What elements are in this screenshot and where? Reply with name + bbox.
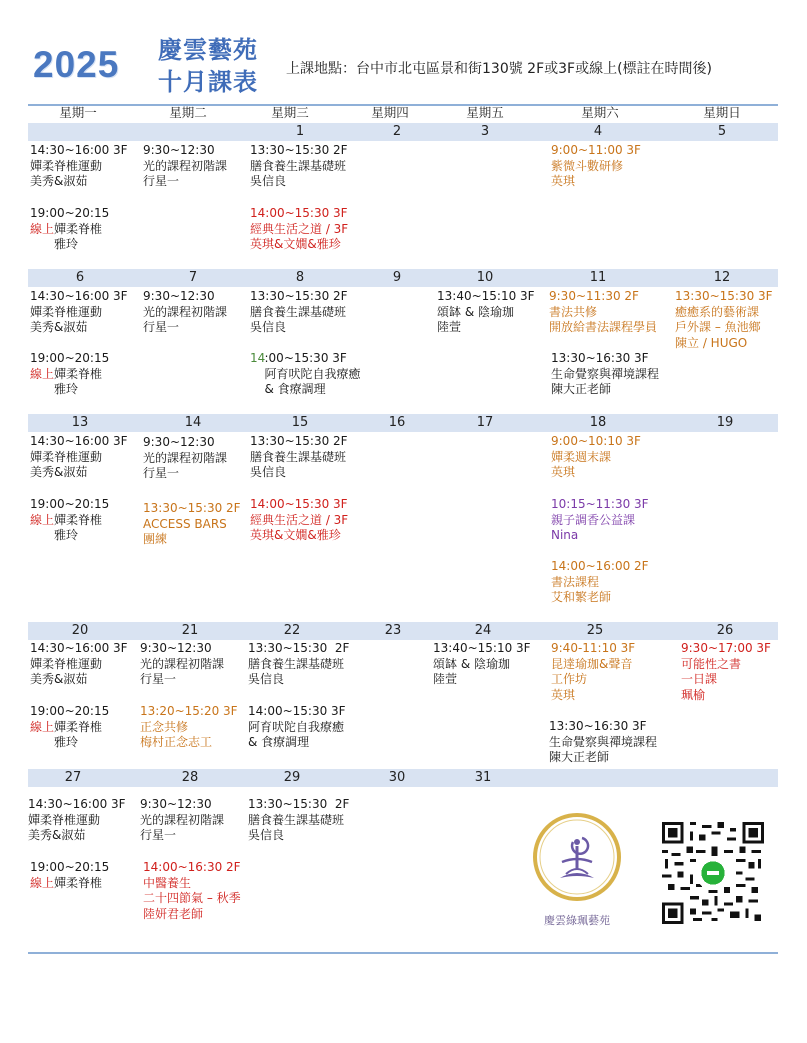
weekday-sun: 星期日 bbox=[703, 105, 741, 120]
logo-caption: 慶雲綠珮藝苑 bbox=[544, 914, 610, 927]
day-number: 1 bbox=[295, 124, 305, 139]
day-number: 2 bbox=[392, 124, 402, 139]
event-online-tag: 線上 bbox=[30, 875, 55, 890]
day-number: 7 bbox=[188, 270, 198, 285]
title-line-2: 十月課表 bbox=[158, 68, 258, 96]
day-number: 28 bbox=[181, 770, 199, 785]
event: 14:00~16:00 2F 書法課程 艾和繁老師 bbox=[551, 559, 649, 605]
day-number: 10 bbox=[476, 270, 494, 285]
event: 13:30~15:30 2F 膳食養生課基礎班 吳信良 bbox=[250, 289, 348, 335]
event: 14:00~15:30 3F 阿育吠陀自我療癒 & 食療調理 bbox=[248, 704, 346, 750]
event: 13:30~15:30 2F 膳食養生課基礎班 吳信良 bbox=[248, 797, 350, 843]
event: 9:30~12:30 光的課程初階課 行星一 bbox=[143, 289, 228, 335]
bottom-divider bbox=[28, 952, 778, 954]
day-number: 16 bbox=[388, 415, 406, 430]
event: 19:00~20:15 bbox=[30, 860, 110, 874]
event: 嬋柔脊椎 雅玲 bbox=[54, 366, 103, 397]
event: 19:00~20:15 bbox=[30, 351, 110, 365]
day-number: 8 bbox=[295, 270, 305, 285]
lotus-yoga-logo-icon bbox=[532, 812, 622, 902]
day-number: 4 bbox=[593, 124, 603, 139]
day-number: 31 bbox=[474, 770, 492, 785]
day-number: 15 bbox=[291, 415, 309, 430]
event-online-tag: 線上 bbox=[30, 719, 55, 734]
qr-code-icon[interactable] bbox=[662, 822, 764, 924]
weekday-mon: 星期一 bbox=[59, 105, 97, 120]
event: 14:30~16:00 3F 嬋柔脊椎運動 美秀&淑茹 bbox=[30, 434, 128, 480]
event: 14:00~16:30 2F 中醫養生 二十四節氣 – 秋季 陸妍君老師 bbox=[143, 860, 241, 921]
event: 13:30~15:30 2F 膳食養生課基礎班 吳信良 bbox=[250, 143, 348, 189]
event: 13:40~15:10 3F 頌缽 & 陰瑜珈 陸萱 bbox=[433, 641, 531, 687]
title-line-1: 慶雲藝苑 bbox=[158, 36, 258, 64]
event: 14:30~16:00 3F 嬋柔脊椎運動 美秀&淑茹 bbox=[28, 797, 126, 843]
day-number: 24 bbox=[474, 623, 492, 638]
day-number: 22 bbox=[283, 623, 301, 638]
day-number: 23 bbox=[384, 623, 402, 638]
location: 上課地點：台中市北屯區景和街130號 2F或3F或線上(標註在時間後) bbox=[286, 61, 713, 77]
weekday-wed: 星期三 bbox=[271, 105, 309, 120]
day-number: 29 bbox=[283, 770, 301, 785]
event: :00~15:30 3F 阿育吠陀自我療癒 & 食療調理 bbox=[264, 351, 361, 397]
event: 13:30~15:30 2F 膳食養生課基礎班 吳信良 bbox=[250, 434, 348, 480]
event: 19:00~20:15 bbox=[30, 704, 110, 718]
event: 14:30~16:00 3F 嬋柔脊椎運動 美秀&淑茹 bbox=[30, 289, 128, 335]
day-number: 27 bbox=[64, 770, 82, 785]
event: 14 bbox=[250, 351, 266, 365]
day-number: 19 bbox=[716, 415, 734, 430]
event: 9:30~12:30 光的課程初階課 行星一 bbox=[143, 143, 228, 189]
day-number: 25 bbox=[586, 623, 604, 638]
event: 13:40~15:10 3F 頌缽 & 陰瑜珈 陸萱 bbox=[437, 289, 535, 335]
event: 9:30~12:30 光的課程初階課 行星一 bbox=[143, 435, 228, 481]
day-number: 3 bbox=[480, 124, 490, 139]
event: 嬋柔脊椎 雅玲 bbox=[54, 512, 103, 543]
event: 13:30~15:30 3F 癒癒系的藝術課 戶外課 – 魚池鄉 陳立 / HUGO bbox=[675, 289, 773, 350]
day-number: 30 bbox=[388, 770, 406, 785]
day-number: 13 bbox=[71, 415, 89, 430]
event: 13:30~15:30 2F ACCESS BARS 團練 bbox=[143, 501, 241, 547]
event: 10:15~11:30 3F 親子調香公益課 Nina bbox=[551, 497, 649, 543]
day-number: 18 bbox=[589, 415, 607, 430]
event: 9:00~10:10 3F 嬋柔週末課 英琪 bbox=[551, 434, 641, 480]
event: 13:30~16:30 3F 生命覺察與禪境課程 陳大正老師 bbox=[549, 719, 658, 765]
event: 嬋柔脊椎 雅玲 bbox=[54, 719, 103, 750]
event: 13:20~15:20 3F 正念共修 梅村正念志工 bbox=[140, 704, 238, 750]
day-number: 5 bbox=[717, 124, 727, 139]
day-number: 11 bbox=[589, 270, 607, 285]
event: 14:00~15:30 3F 經典生活之道 / 3F 英琪&文嫺&雅珍 bbox=[250, 206, 349, 252]
day-number: 21 bbox=[181, 623, 199, 638]
weekday-fri: 星期五 bbox=[466, 105, 504, 120]
event-online-tag: 線上 bbox=[30, 221, 55, 236]
event: 9:30~12:30 光的課程初階課 行星一 bbox=[140, 797, 225, 843]
day-number: 12 bbox=[713, 270, 731, 285]
event: 13:30~15:30 2F 膳食養生課基礎班 吳信良 bbox=[248, 641, 350, 687]
event: 19:00~20:15 bbox=[30, 206, 110, 220]
event-online-tag: 線上 bbox=[30, 512, 55, 527]
weekday-tue: 星期二 bbox=[169, 105, 207, 120]
event: 14:30~16:00 3F 嬋柔脊椎運動 美秀&淑茹 bbox=[30, 641, 128, 687]
event: 14:00~15:30 3F 經典生活之道 / 3F 英琪&文嫺&雅珍 bbox=[250, 497, 349, 543]
event: 嬋柔脊椎 雅玲 bbox=[54, 221, 103, 252]
event-online-tag: 線上 bbox=[30, 366, 55, 381]
event: 9:30~17:00 3F 可能性之書 一日課 珮榆 bbox=[681, 641, 771, 702]
event: 9:00~11:00 3F 紫微斗數研修 英琪 bbox=[551, 143, 641, 189]
weekday-thu: 星期四 bbox=[371, 105, 409, 120]
day-number: 17 bbox=[476, 415, 494, 430]
day-number: 9 bbox=[392, 270, 402, 285]
event: 9:30~11:30 2F 書法共修 開放給書法課程學員 bbox=[549, 289, 658, 335]
year: 2025 bbox=[33, 44, 120, 85]
day-number: 20 bbox=[71, 623, 89, 638]
event: 14:30~16:00 3F 嬋柔脊椎運動 美秀&淑茹 bbox=[30, 143, 128, 189]
event: 9:30~12:30 光的課程初階課 行星一 bbox=[140, 641, 225, 687]
day-number: 14 bbox=[184, 415, 202, 430]
event: 19:00~20:15 bbox=[30, 497, 110, 511]
day-number: 6 bbox=[75, 270, 85, 285]
weekday-sat: 星期六 bbox=[581, 105, 619, 120]
event: 嬋柔脊椎 bbox=[54, 875, 103, 890]
day-number: 26 bbox=[716, 623, 734, 638]
event: 13:30~16:30 3F 生命覺察與禪境課程 陳大正老師 bbox=[551, 351, 660, 397]
event: 9:40-11:10 3F 昆達瑜珈&聲音 工作坊 英琪 bbox=[551, 641, 636, 702]
